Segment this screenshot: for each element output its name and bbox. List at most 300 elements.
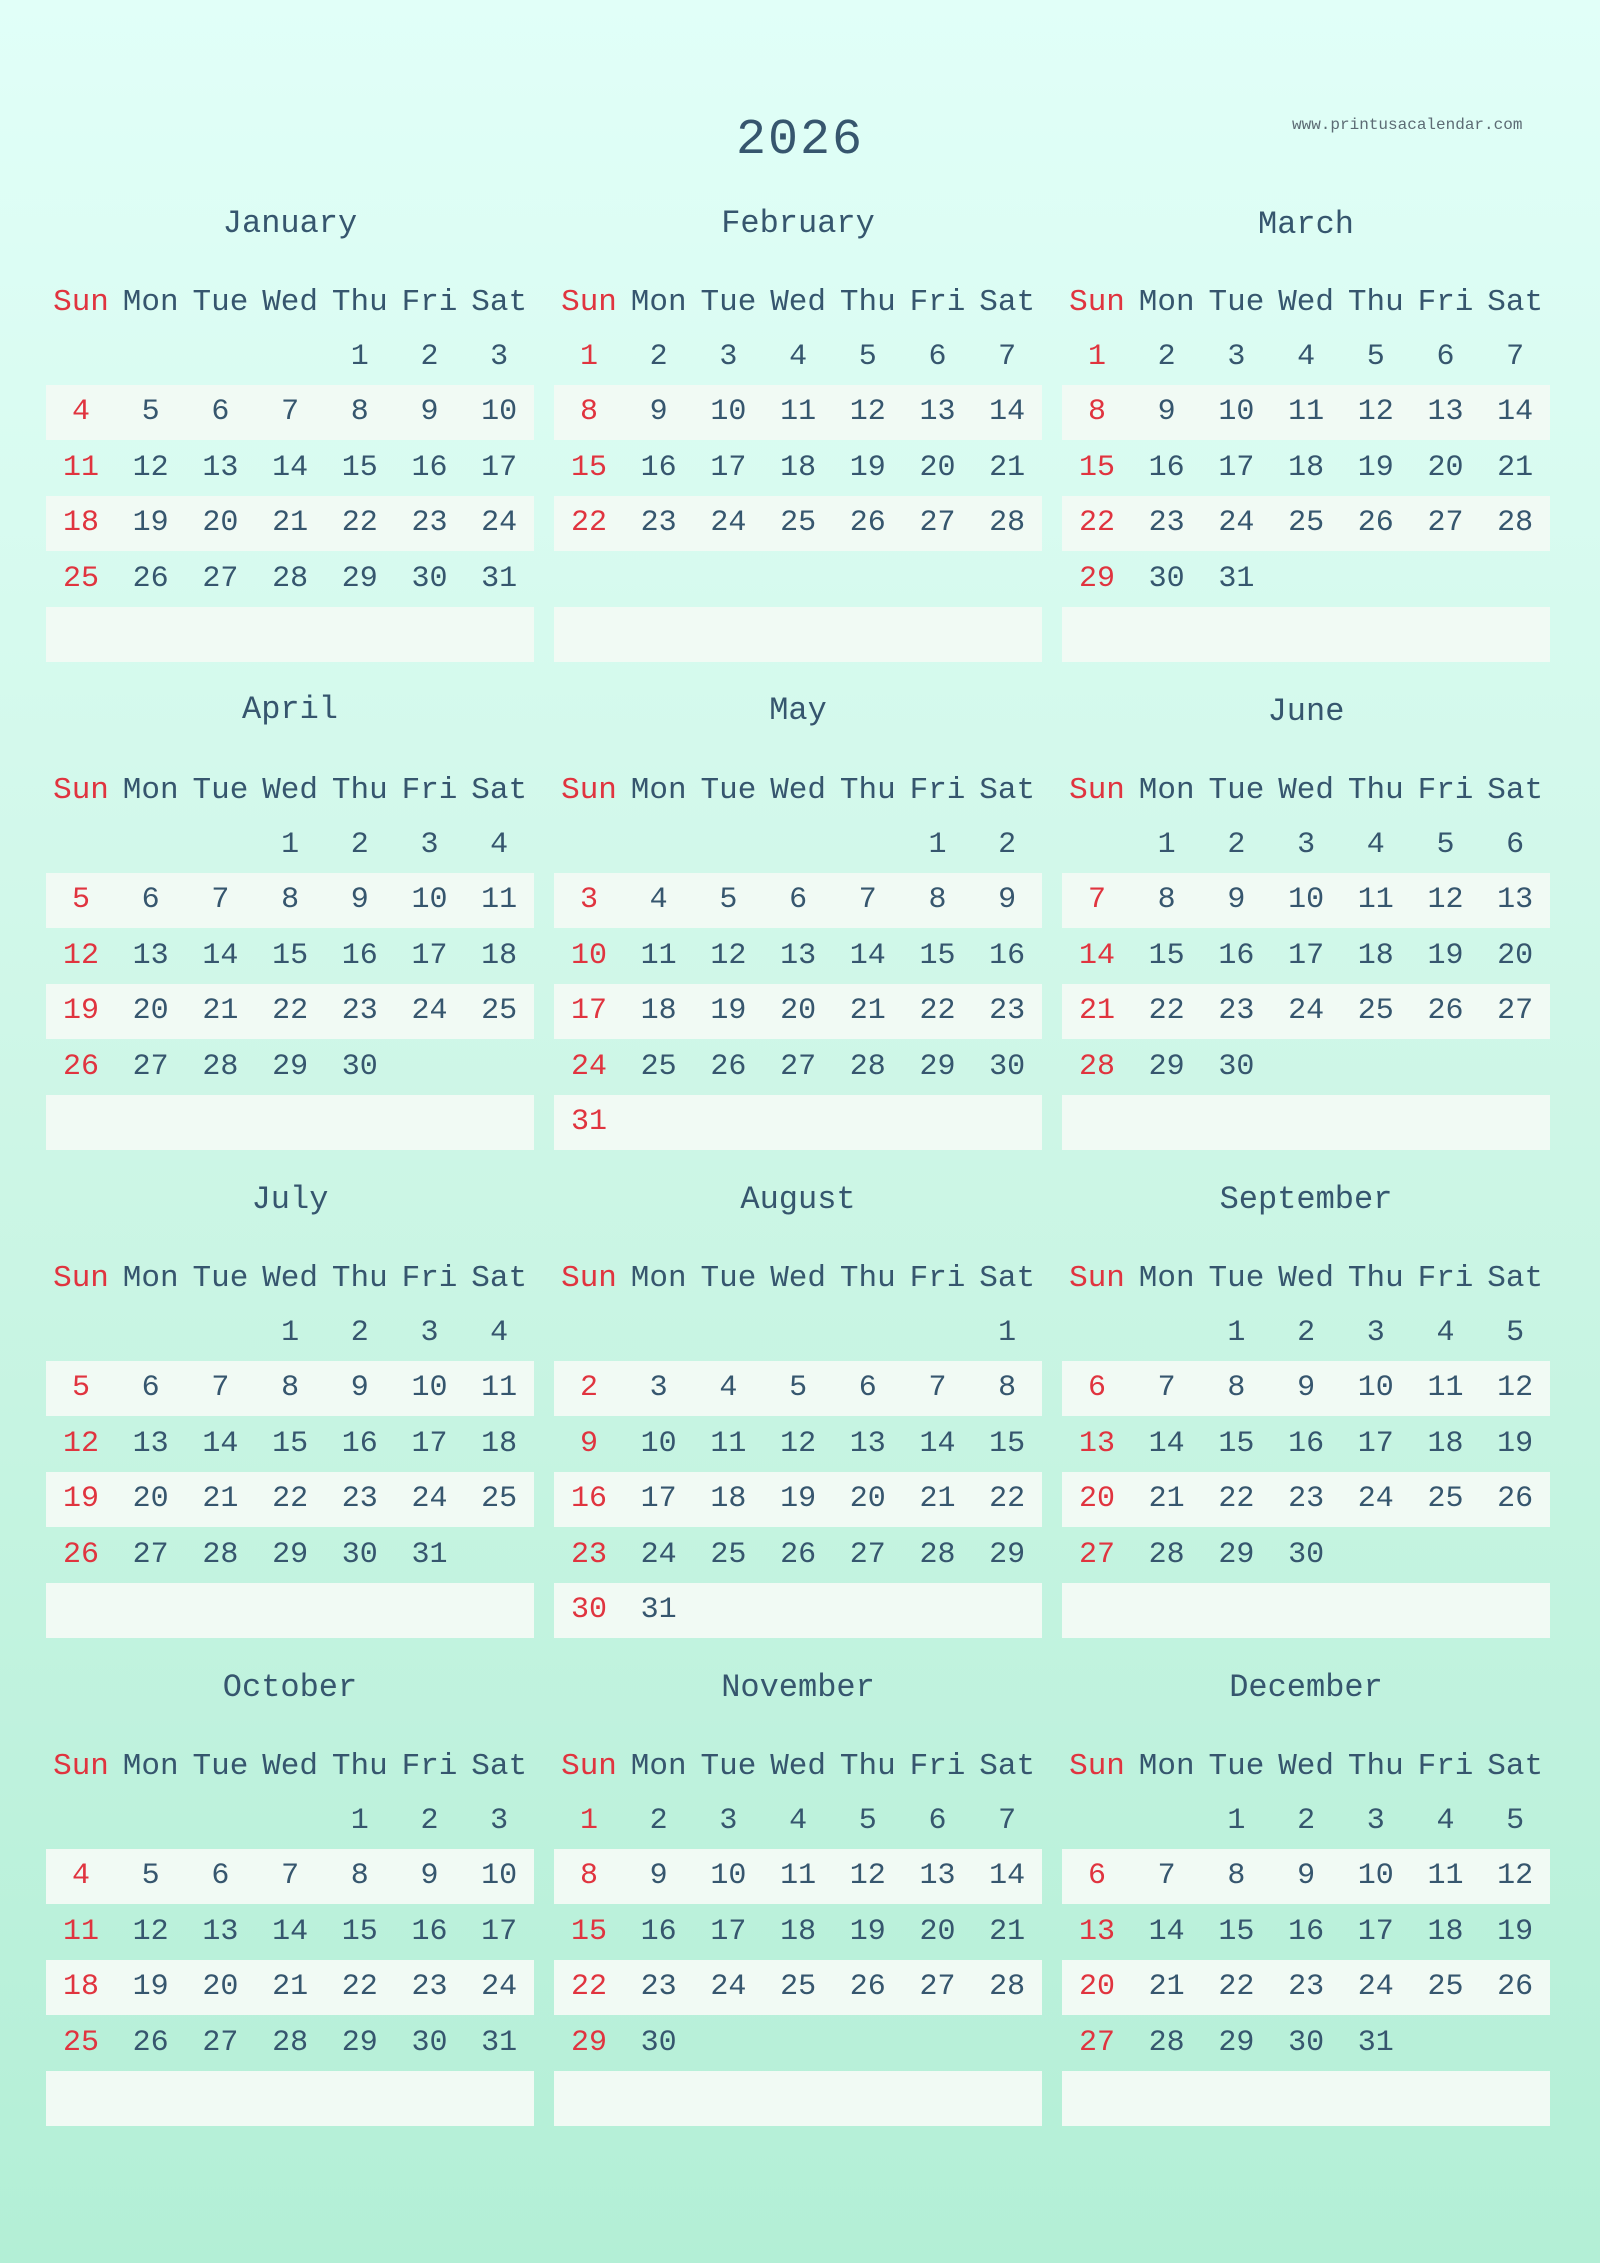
day-cell: 5 bbox=[141, 395, 160, 430]
week-row bbox=[46, 984, 534, 1039]
day-cell: 1 bbox=[1087, 340, 1106, 374]
day-cell: 21 bbox=[1497, 450, 1534, 485]
week-row bbox=[46, 1306, 534, 1361]
weekday-thu: Thu bbox=[839, 1261, 896, 1296]
weekday-mon: Mon bbox=[122, 1749, 179, 1784]
day-cell: 22 bbox=[570, 506, 607, 541]
weekday-tue: Tue bbox=[1208, 773, 1265, 808]
day-cell: 2 bbox=[649, 340, 668, 374]
day-cell: 6 bbox=[1506, 828, 1525, 862]
day-cell: 1 bbox=[928, 828, 947, 862]
day-cell: 26 bbox=[849, 506, 886, 541]
day-cell: 3 bbox=[649, 1371, 668, 1406]
day-cell: 16 bbox=[411, 450, 448, 485]
day-cell: 1 bbox=[350, 1804, 369, 1838]
day-cell: 18 bbox=[1427, 1426, 1464, 1461]
weekday-tue: Tue bbox=[192, 285, 249, 320]
day-cell: 17 bbox=[1357, 1914, 1394, 1949]
day-cell: 22 bbox=[1078, 506, 1115, 541]
day-cell: 18 bbox=[780, 450, 817, 485]
day-cell: 11 bbox=[1427, 1371, 1464, 1406]
day-cell: 7 bbox=[1157, 1859, 1176, 1894]
day-cell: 18 bbox=[780, 1914, 817, 1949]
day-cell: 2 bbox=[998, 828, 1017, 862]
weekday-mon: Mon bbox=[122, 285, 179, 320]
day-cell: 27 bbox=[919, 1970, 956, 2005]
day-cell: 1 bbox=[579, 1804, 598, 1838]
day-cell: 11 bbox=[780, 395, 817, 430]
weekday-header-row bbox=[1062, 1251, 1550, 1306]
day-cell: 6 bbox=[1436, 340, 1455, 374]
day-cell: 3 bbox=[579, 883, 598, 918]
day-cell: 20 bbox=[849, 1482, 886, 1517]
day-cell: 21 bbox=[272, 506, 309, 541]
weekday-fri: Fri bbox=[1417, 1261, 1474, 1296]
day-cell: 4 bbox=[490, 828, 509, 862]
day-cell: 17 bbox=[640, 1482, 677, 1517]
weekday-sat: Sat bbox=[1487, 1749, 1544, 1784]
day-cell: 29 bbox=[919, 1049, 956, 1084]
weekday-wed: Wed bbox=[1278, 285, 1334, 320]
day-cell: 3 bbox=[420, 828, 439, 862]
weekday-tue: Tue bbox=[1208, 285, 1265, 320]
week-row bbox=[46, 1417, 534, 1472]
day-cell: 19 bbox=[849, 450, 886, 485]
day-cell: 8 bbox=[1157, 883, 1176, 918]
day-cell: 5 bbox=[71, 1371, 90, 1406]
day-cell: 12 bbox=[710, 938, 747, 973]
week-row bbox=[554, 1528, 1042, 1583]
day-cell: 16 bbox=[1218, 938, 1255, 973]
weekday-thu: Thu bbox=[331, 1749, 388, 1784]
month-name: August bbox=[740, 1181, 856, 1218]
day-cell: 24 bbox=[1357, 1970, 1394, 2005]
day-cell: 20 bbox=[132, 994, 169, 1029]
day-cell: 15 bbox=[1148, 938, 1185, 973]
day-cell: 17 bbox=[411, 1426, 448, 1461]
weekday-sat: Sat bbox=[1487, 773, 1544, 808]
weekday-header-row bbox=[1062, 275, 1550, 330]
week-row bbox=[554, 1849, 1042, 1904]
week-row bbox=[1062, 496, 1550, 551]
month-name: January bbox=[222, 205, 358, 242]
day-cell: 3 bbox=[1366, 1316, 1385, 1350]
weekday-wed: Wed bbox=[770, 285, 826, 320]
month-january bbox=[46, 205, 534, 675]
weekday-sat: Sat bbox=[471, 1749, 528, 1784]
day-cell: 8 bbox=[579, 1859, 598, 1894]
day-cell: 14 bbox=[272, 450, 309, 485]
day-cell: 22 bbox=[341, 506, 378, 541]
day-cell: 12 bbox=[132, 450, 169, 485]
day-cell: 28 bbox=[989, 506, 1026, 541]
weekday-wed: Wed bbox=[770, 1749, 826, 1784]
day-cell: 29 bbox=[1218, 1537, 1255, 1572]
day-cell: 8 bbox=[928, 883, 947, 918]
day-cell: 21 bbox=[1078, 994, 1115, 1029]
weekday-thu: Thu bbox=[1347, 1749, 1404, 1784]
day-cell: 2 bbox=[420, 340, 439, 374]
weekday-sun: Sun bbox=[53, 1261, 109, 1296]
week-row bbox=[46, 929, 534, 984]
day-cell: 2 bbox=[350, 828, 369, 862]
day-cell: 9 bbox=[1297, 1371, 1316, 1406]
day-cell: 26 bbox=[849, 1970, 886, 2005]
week-row bbox=[1062, 1417, 1550, 1472]
day-cell: 26 bbox=[1427, 994, 1464, 1029]
weekday-header-row bbox=[554, 763, 1042, 818]
day-cell: 22 bbox=[989, 1482, 1026, 1517]
site-url-link[interactable]: www.printusacalendar.com bbox=[1292, 116, 1523, 134]
day-cell: 17 bbox=[1218, 450, 1255, 485]
day-cell: 13 bbox=[132, 938, 169, 973]
day-cell: 16 bbox=[341, 1426, 378, 1461]
day-cell: 13 bbox=[849, 1426, 886, 1461]
weekday-fri: Fri bbox=[1417, 1749, 1474, 1784]
day-cell: 2 bbox=[1297, 1316, 1316, 1350]
day-cell: 7 bbox=[858, 883, 877, 918]
day-cell: 24 bbox=[411, 994, 448, 1029]
day-cell: 3 bbox=[490, 1804, 509, 1838]
day-cell: 30 bbox=[570, 1593, 607, 1627]
weekday-thu: Thu bbox=[1347, 773, 1404, 808]
week-row bbox=[554, 1417, 1042, 1472]
day-cell: 16 bbox=[640, 450, 677, 485]
day-cell: 29 bbox=[1078, 561, 1115, 596]
day-cell: 6 bbox=[1087, 1859, 1106, 1894]
day-cell: 27 bbox=[132, 1537, 169, 1572]
day-cell: 7 bbox=[281, 395, 300, 430]
weekday-wed: Wed bbox=[1278, 1261, 1334, 1296]
week-row bbox=[554, 818, 1042, 873]
weekday-tue: Tue bbox=[192, 1261, 249, 1296]
weekday-sat: Sat bbox=[1487, 285, 1544, 320]
day-cell: 7 bbox=[1157, 1371, 1176, 1406]
day-cell: 9 bbox=[350, 1371, 369, 1406]
week-row bbox=[46, 330, 534, 385]
day-cell: 29 bbox=[341, 561, 378, 596]
week-row bbox=[46, 2071, 534, 2126]
day-cell: 30 bbox=[341, 1049, 378, 1084]
week-row bbox=[1062, 1583, 1550, 1638]
weekday-fri: Fri bbox=[401, 285, 458, 320]
week-row bbox=[46, 1794, 534, 1849]
day-cell: 12 bbox=[780, 1426, 817, 1461]
month-march bbox=[1062, 205, 1550, 675]
day-cell: 20 bbox=[1078, 1970, 1115, 2005]
week-row bbox=[46, 552, 534, 607]
day-cell: 10 bbox=[570, 938, 607, 973]
day-cell: 2 bbox=[1157, 340, 1176, 374]
day-cell: 10 bbox=[640, 1426, 677, 1461]
week-row bbox=[554, 1472, 1042, 1527]
week-row bbox=[46, 385, 534, 440]
weekday-sat: Sat bbox=[1487, 1261, 1544, 1296]
week-row bbox=[46, 1472, 534, 1527]
day-cell: 15 bbox=[341, 1914, 378, 1949]
weekday-sun: Sun bbox=[1069, 773, 1125, 808]
day-cell: 5 bbox=[1436, 828, 1455, 862]
day-cell: 18 bbox=[481, 938, 518, 973]
day-cell: 31 bbox=[1357, 2025, 1394, 2060]
day-cell: 7 bbox=[211, 1371, 230, 1406]
day-cell: 22 bbox=[341, 1970, 378, 2005]
week-row bbox=[554, 2071, 1042, 2126]
day-cell: 27 bbox=[202, 2025, 239, 2060]
weekday-fri: Fri bbox=[909, 1261, 966, 1296]
day-cell: 9 bbox=[420, 395, 439, 430]
day-cell: 26 bbox=[1357, 506, 1394, 541]
day-cell: 9 bbox=[1297, 1859, 1316, 1894]
day-cell: 10 bbox=[481, 1859, 518, 1894]
day-cell: 25 bbox=[1427, 1970, 1464, 2005]
day-cell: 30 bbox=[989, 1049, 1026, 1084]
day-cell: 25 bbox=[710, 1537, 747, 1572]
day-cell: 21 bbox=[989, 450, 1026, 485]
month-name: July bbox=[251, 1181, 329, 1218]
month-december bbox=[1062, 1669, 1550, 2139]
day-cell: 19 bbox=[849, 1914, 886, 1949]
day-cell: 23 bbox=[1288, 1970, 1325, 2005]
day-cell: 28 bbox=[272, 2025, 309, 2060]
day-cell: 8 bbox=[998, 1371, 1017, 1406]
weekday-header-row bbox=[554, 275, 1042, 330]
day-cell: 23 bbox=[1288, 1482, 1325, 1517]
day-cell: 15 bbox=[341, 450, 378, 485]
week-row bbox=[1062, 441, 1550, 496]
month-name: April bbox=[241, 691, 338, 728]
month-name: March bbox=[1257, 206, 1354, 243]
weekday-sun: Sun bbox=[561, 1749, 617, 1784]
day-cell: 16 bbox=[1148, 450, 1185, 485]
weekday-thu: Thu bbox=[839, 285, 896, 320]
weekday-header-row bbox=[1062, 1739, 1550, 1794]
weekday-sun: Sun bbox=[1069, 1261, 1125, 1296]
day-cell: 25 bbox=[1288, 506, 1325, 541]
weekday-header-row bbox=[1062, 763, 1550, 818]
weekday-header-row bbox=[46, 275, 534, 330]
day-cell: 9 bbox=[1227, 883, 1246, 918]
weekday-header-row bbox=[46, 763, 534, 818]
day-cell: 29 bbox=[1218, 2025, 1255, 2060]
weekday-mon: Mon bbox=[630, 285, 687, 320]
week-row bbox=[554, 1040, 1042, 1095]
month-name: May bbox=[769, 692, 827, 729]
day-cell: 24 bbox=[710, 1970, 747, 2005]
weekday-mon: Mon bbox=[630, 1261, 687, 1296]
weekday-wed: Wed bbox=[1278, 773, 1334, 808]
week-row bbox=[554, 1361, 1042, 1416]
day-cell: 29 bbox=[272, 1049, 309, 1084]
day-cell: 13 bbox=[780, 938, 817, 973]
day-cell: 15 bbox=[919, 938, 956, 973]
day-cell: 13 bbox=[1078, 1426, 1115, 1461]
week-row bbox=[46, 1040, 534, 1095]
day-cell: 17 bbox=[710, 1914, 747, 1949]
day-cell: 28 bbox=[989, 1970, 1026, 2005]
day-cell: 19 bbox=[710, 994, 747, 1029]
weekday-thu: Thu bbox=[839, 773, 896, 808]
day-cell: 20 bbox=[919, 450, 956, 485]
day-cell: 23 bbox=[411, 1970, 448, 2005]
weekday-mon: Mon bbox=[1138, 285, 1195, 320]
weekday-tue: Tue bbox=[700, 773, 757, 808]
day-cell: 12 bbox=[132, 1914, 169, 1949]
day-cell: 29 bbox=[341, 2025, 378, 2060]
week-row bbox=[46, 1583, 534, 1638]
weekday-tue: Tue bbox=[192, 773, 249, 808]
day-cell: 10 bbox=[710, 395, 747, 430]
weekday-mon: Mon bbox=[122, 773, 179, 808]
week-row bbox=[1062, 1960, 1550, 2015]
weekday-tue: Tue bbox=[1208, 1749, 1265, 1784]
day-cell: 31 bbox=[481, 561, 518, 596]
day-cell: 28 bbox=[1497, 506, 1534, 541]
day-cell: 29 bbox=[272, 1537, 309, 1572]
day-cell: 22 bbox=[272, 1482, 309, 1517]
day-cell: 20 bbox=[1497, 938, 1534, 973]
day-cell: 10 bbox=[710, 1859, 747, 1894]
week-row bbox=[46, 873, 534, 928]
month-february bbox=[554, 205, 1042, 675]
week-row bbox=[1062, 929, 1550, 984]
day-cell: 13 bbox=[919, 1859, 956, 1894]
weekday-fri: Fri bbox=[909, 773, 966, 808]
week-row bbox=[554, 873, 1042, 928]
day-cell: 23 bbox=[640, 506, 677, 541]
day-cell: 20 bbox=[780, 994, 817, 1029]
month-july bbox=[46, 1181, 534, 1651]
weekday-sun: Sun bbox=[53, 285, 109, 320]
day-cell: 2 bbox=[579, 1371, 598, 1406]
month-september bbox=[1062, 1181, 1550, 1651]
weekday-sat: Sat bbox=[979, 1749, 1036, 1784]
weekday-thu: Thu bbox=[331, 773, 388, 808]
day-cell: 9 bbox=[350, 883, 369, 918]
day-cell: 12 bbox=[62, 1426, 99, 1461]
day-cell: 17 bbox=[1357, 1426, 1394, 1461]
day-cell: 19 bbox=[132, 506, 169, 541]
day-cell: 12 bbox=[849, 395, 886, 430]
weekday-fri: Fri bbox=[1417, 773, 1474, 808]
day-cell: 27 bbox=[202, 561, 239, 596]
day-cell: 16 bbox=[640, 1914, 677, 1949]
day-cell: 24 bbox=[481, 1970, 518, 2005]
weekday-sat: Sat bbox=[471, 773, 528, 808]
day-cell: 4 bbox=[719, 1371, 738, 1406]
day-cell: 21 bbox=[989, 1914, 1026, 1949]
day-cell: 14 bbox=[272, 1914, 309, 1949]
weekday-header-row bbox=[46, 1251, 534, 1306]
day-cell: 11 bbox=[481, 1371, 518, 1406]
day-cell: 22 bbox=[1218, 1482, 1255, 1517]
day-cell: 11 bbox=[1427, 1859, 1464, 1894]
day-cell: 15 bbox=[570, 1914, 607, 1949]
weekday-sun: Sun bbox=[53, 1749, 109, 1784]
day-cell: 26 bbox=[1497, 1970, 1534, 2005]
day-cell: 13 bbox=[1427, 395, 1464, 430]
weekday-sun: Sun bbox=[1069, 1749, 1125, 1784]
day-cell: 14 bbox=[202, 1426, 239, 1461]
weekday-sat: Sat bbox=[979, 285, 1036, 320]
day-cell: 16 bbox=[1288, 1426, 1325, 1461]
weekday-thu: Thu bbox=[331, 1261, 388, 1296]
day-cell: 30 bbox=[1288, 2025, 1325, 2060]
day-cell: 25 bbox=[1427, 1482, 1464, 1517]
day-cell: 3 bbox=[719, 340, 738, 374]
day-cell: 30 bbox=[411, 2025, 448, 2060]
week-row bbox=[46, 1361, 534, 1416]
day-cell: 29 bbox=[570, 2025, 607, 2060]
day-cell: 4 bbox=[71, 395, 90, 430]
month-october bbox=[46, 1669, 534, 2139]
weekday-header-row bbox=[554, 1739, 1042, 1794]
day-cell: 25 bbox=[481, 1482, 518, 1517]
day-cell: 18 bbox=[1288, 450, 1325, 485]
week-row bbox=[1062, 2071, 1550, 2126]
week-row bbox=[46, 1849, 534, 1904]
day-cell: 12 bbox=[62, 938, 99, 973]
day-cell: 17 bbox=[411, 938, 448, 973]
day-cell: 5 bbox=[1506, 1316, 1525, 1350]
day-cell: 23 bbox=[411, 506, 448, 541]
day-cell: 14 bbox=[919, 1426, 956, 1461]
day-cell: 28 bbox=[202, 1537, 239, 1572]
day-cell: 18 bbox=[710, 1482, 747, 1517]
week-row bbox=[554, 441, 1042, 496]
day-cell: 1 bbox=[281, 828, 300, 862]
day-cell: 8 bbox=[1087, 395, 1106, 430]
week-row bbox=[1062, 385, 1550, 440]
weekday-mon: Mon bbox=[630, 1749, 687, 1784]
week-row bbox=[46, 1095, 534, 1150]
day-cell: 13 bbox=[202, 1914, 239, 1949]
day-cell: 4 bbox=[789, 340, 808, 374]
weekday-tue: Tue bbox=[192, 1749, 249, 1784]
week-row bbox=[554, 2016, 1042, 2071]
week-row bbox=[1062, 2016, 1550, 2071]
day-cell: 2 bbox=[1297, 1804, 1316, 1838]
day-cell: 15 bbox=[989, 1426, 1026, 1461]
day-cell: 1 bbox=[1227, 1316, 1246, 1350]
weekday-mon: Mon bbox=[1138, 1749, 1195, 1784]
day-cell: 26 bbox=[132, 561, 169, 596]
day-cell: 16 bbox=[341, 938, 378, 973]
day-cell: 11 bbox=[780, 1859, 817, 1894]
weekday-wed: Wed bbox=[262, 773, 318, 808]
month-name: October bbox=[222, 1669, 358, 1706]
day-cell: 10 bbox=[1357, 1859, 1394, 1894]
day-cell: 4 bbox=[1366, 828, 1385, 862]
day-cell: 20 bbox=[1427, 450, 1464, 485]
day-cell: 17 bbox=[570, 994, 607, 1029]
weekday-wed: Wed bbox=[770, 773, 826, 808]
day-cell: 15 bbox=[272, 1426, 309, 1461]
day-cell: 14 bbox=[1148, 1914, 1185, 1949]
day-cell: 24 bbox=[710, 506, 747, 541]
month-name: June bbox=[1267, 693, 1345, 730]
day-cell: 8 bbox=[579, 395, 598, 430]
week-row bbox=[1062, 552, 1550, 607]
day-cell: 11 bbox=[710, 1426, 747, 1461]
weekday-mon: Mon bbox=[122, 1261, 179, 1296]
day-cell: 29 bbox=[989, 1537, 1026, 1572]
day-cell: 5 bbox=[1366, 340, 1385, 374]
year-title: 2026 bbox=[735, 112, 865, 169]
day-cell: 5 bbox=[719, 883, 738, 918]
day-cell: 19 bbox=[62, 994, 99, 1029]
day-cell: 24 bbox=[481, 506, 518, 541]
